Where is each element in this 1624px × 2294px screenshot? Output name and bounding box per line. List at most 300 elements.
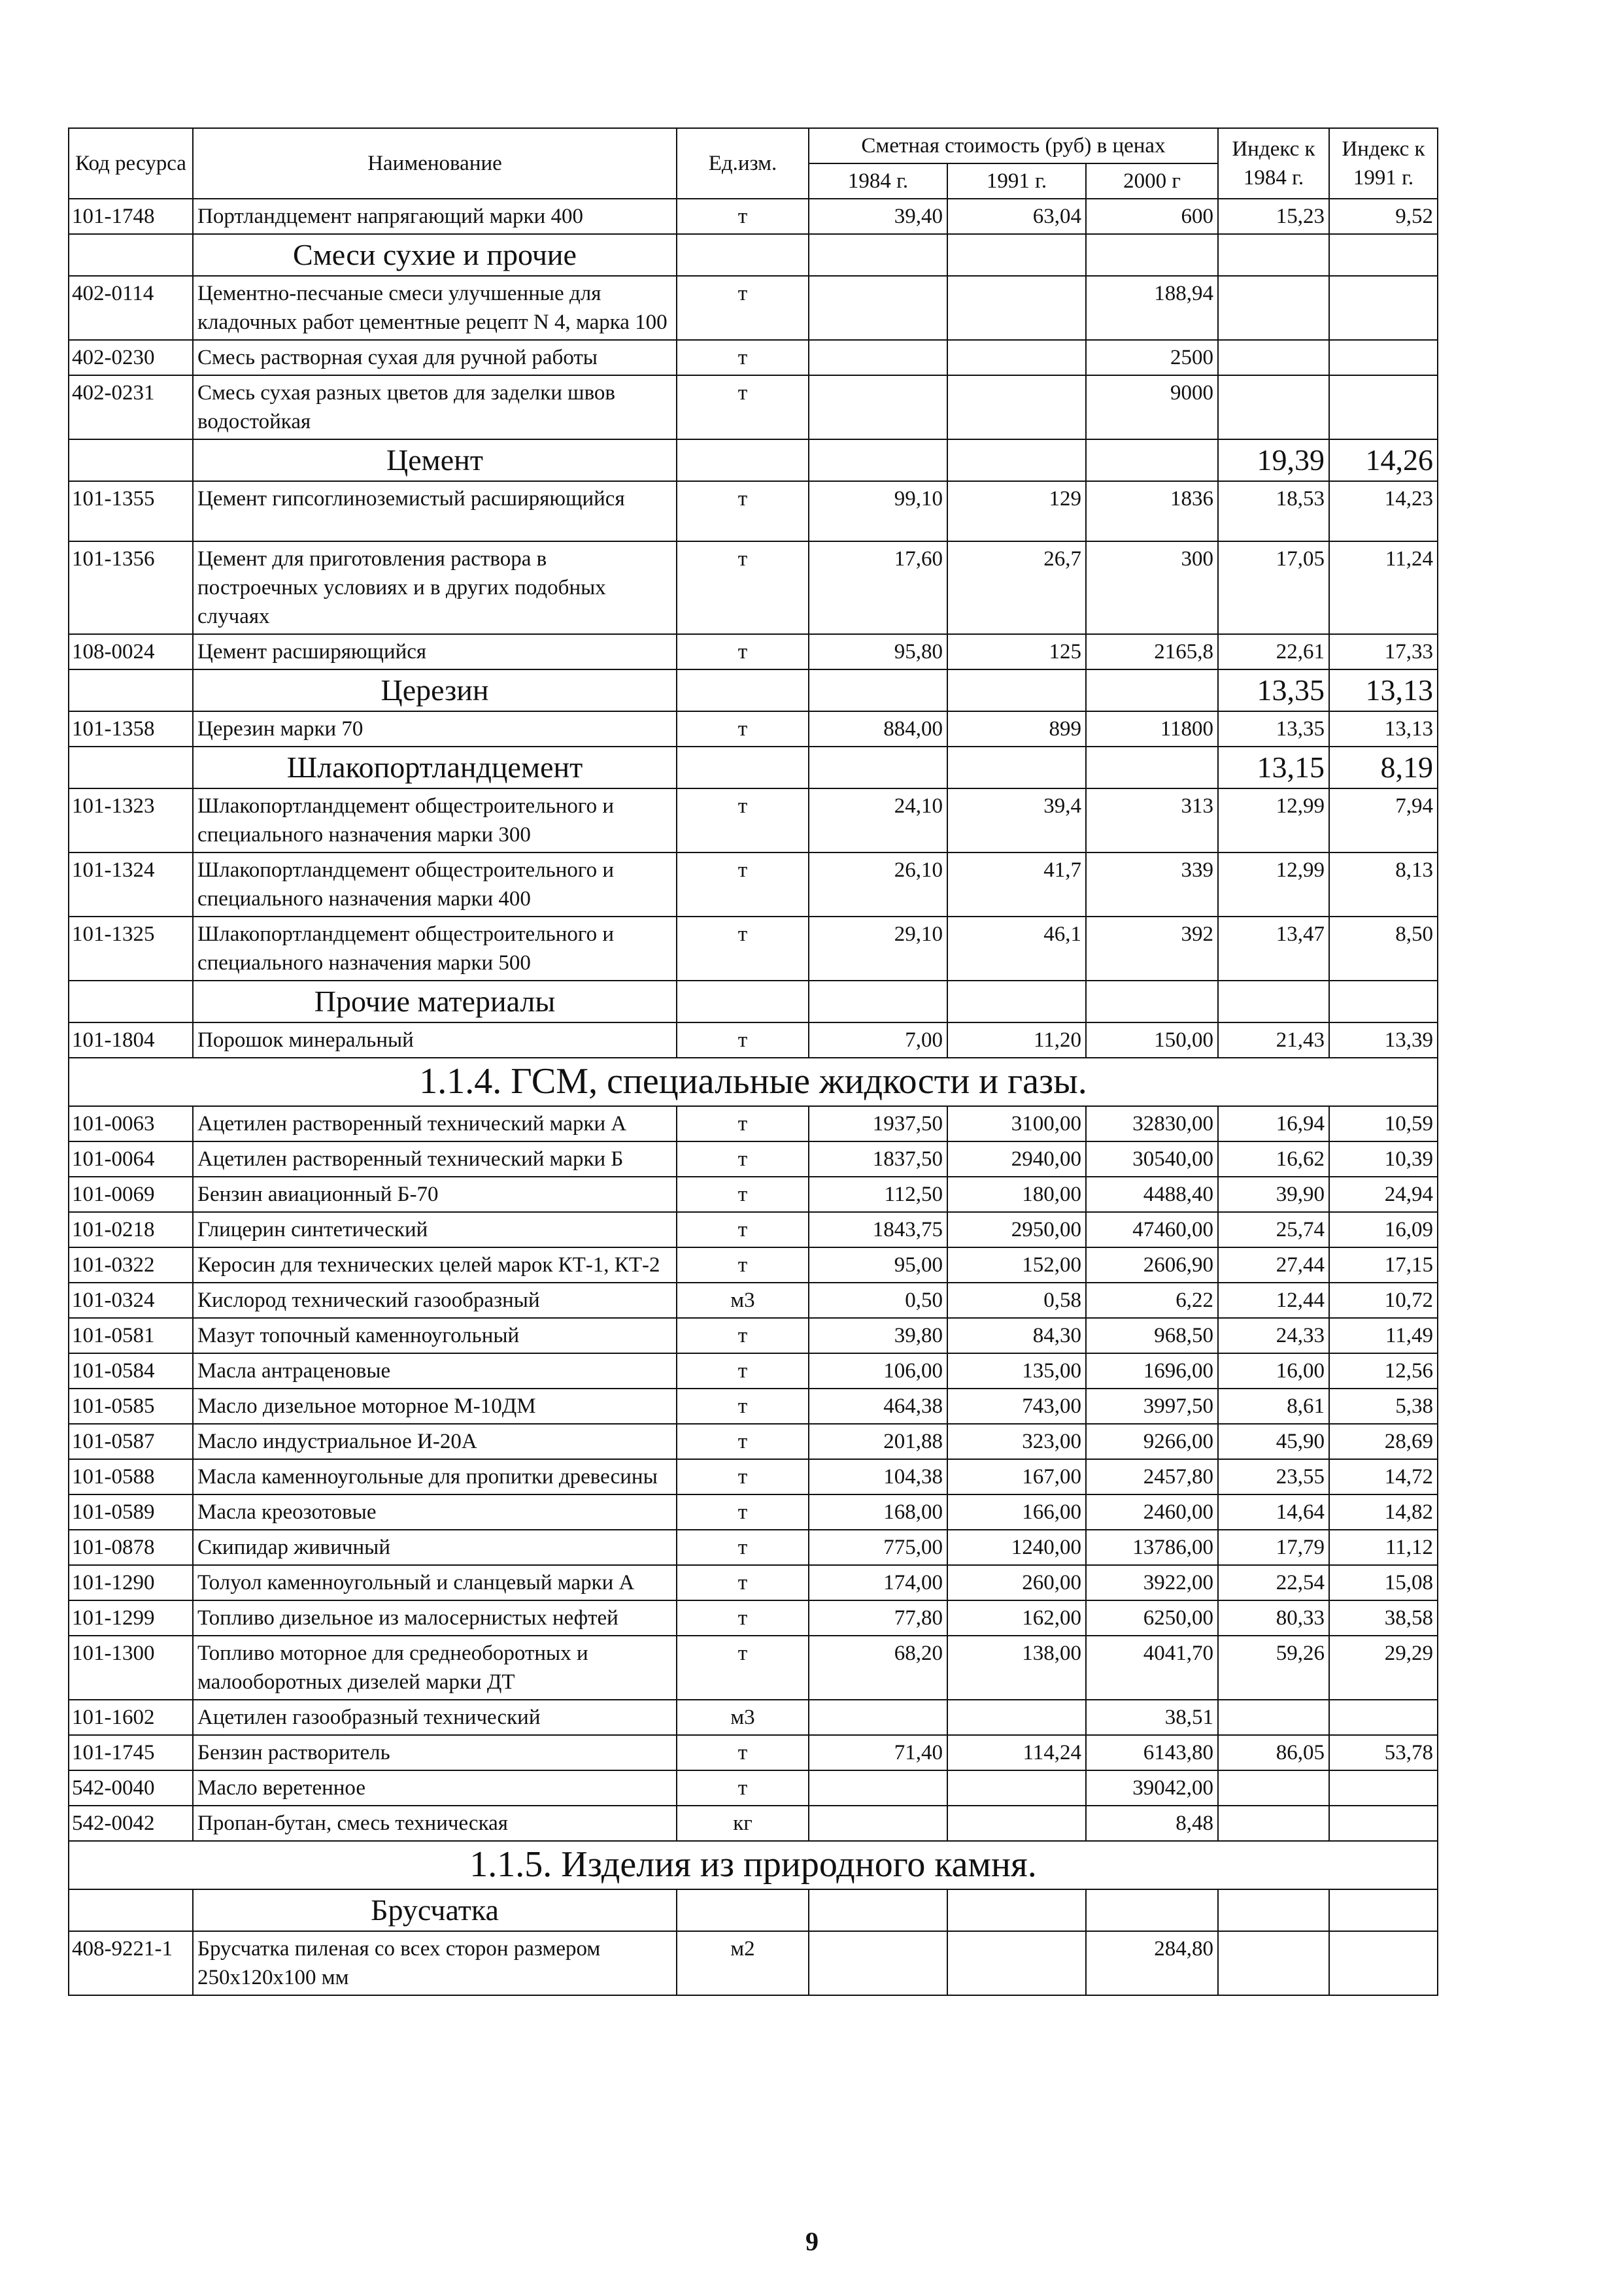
cost-1991	[947, 1931, 1086, 1995]
table-row	[69, 1494, 1438, 1530]
cost-1991: 2950,00	[947, 1212, 1086, 1247]
table-row	[69, 481, 1438, 541]
cost-1984	[809, 340, 947, 375]
unit-cell: т	[677, 711, 809, 747]
index-1984: 80,33	[1218, 1600, 1329, 1636]
section-cost-empty	[809, 439, 947, 481]
unit-cell: т	[677, 375, 809, 439]
cost-1984: 464,38	[809, 1389, 947, 1424]
cost-1984: 39,40	[809, 199, 947, 234]
unit-cell: т	[677, 276, 809, 340]
unit-cell: т	[677, 1530, 809, 1565]
resource-name: Церезин марки 70	[193, 711, 677, 747]
section-unit-empty	[677, 439, 809, 481]
index-1984: 45,90	[1218, 1424, 1329, 1459]
section-index-1984	[1218, 1889, 1329, 1931]
index-1991: 28,69	[1329, 1424, 1438, 1459]
header-index-1984: Индекс к 1984 г.	[1218, 128, 1329, 199]
resource-code: 101-0324	[69, 1283, 193, 1318]
cost-1984: 29,10	[809, 917, 947, 981]
index-1984: 23,55	[1218, 1459, 1329, 1494]
resource-code: 542-0040	[69, 1770, 193, 1806]
resource-code: 101-1804	[69, 1022, 193, 1058]
cost-1991: 152,00	[947, 1247, 1086, 1283]
index-1984: 16,00	[1218, 1353, 1329, 1389]
index-1984: 22,54	[1218, 1565, 1329, 1600]
index-1991	[1329, 375, 1438, 439]
index-1984: 39,90	[1218, 1177, 1329, 1212]
cost-1984: 77,80	[809, 1600, 947, 1636]
index-1984	[1218, 1931, 1329, 1995]
section-cost-empty	[809, 669, 947, 711]
cost-1984: 7,00	[809, 1022, 947, 1058]
index-1991: 5,38	[1329, 1389, 1438, 1424]
unit-cell: т	[677, 481, 809, 541]
unit-cell: т	[677, 1353, 809, 1389]
section-code-empty	[69, 439, 193, 481]
index-1991: 15,08	[1329, 1565, 1438, 1600]
unit-cell: т	[677, 634, 809, 669]
resource-code: 101-0588	[69, 1459, 193, 1494]
resource-name: Бензин авиационный Б-70	[193, 1177, 677, 1212]
section-index-1984	[1218, 981, 1329, 1022]
section-row	[69, 234, 1438, 276]
unit-cell: м3	[677, 1700, 809, 1735]
resource-name: Бензин растворитель	[193, 1735, 677, 1770]
index-1984: 12,44	[1218, 1283, 1329, 1318]
unit-cell: т	[677, 1106, 809, 1141]
table-header	[69, 128, 1438, 199]
section-title: Смеси сухие и прочие	[193, 234, 677, 276]
cost-1991: 743,00	[947, 1389, 1086, 1424]
table-row	[69, 1022, 1438, 1058]
index-1984	[1218, 340, 1329, 375]
resource-code: 101-1745	[69, 1735, 193, 1770]
cost-1991: 135,00	[947, 1353, 1086, 1389]
index-1984: 86,05	[1218, 1735, 1329, 1770]
table-row	[69, 1770, 1438, 1806]
index-1991: 16,09	[1329, 1212, 1438, 1247]
resource-code: 101-0069	[69, 1177, 193, 1212]
table-row	[69, 1212, 1438, 1247]
resource-name: Ацетилен растворенный технический марки Б	[193, 1141, 677, 1177]
index-1991: 10,39	[1329, 1141, 1438, 1177]
unit-cell: т	[677, 1600, 809, 1636]
resource-name: Смесь растворная сухая для ручной работы	[193, 340, 677, 375]
cost-1984: 71,40	[809, 1735, 947, 1770]
page-number: 9	[805, 2227, 819, 2256]
unit-cell: м3	[677, 1283, 809, 1318]
cost-1984: 168,00	[809, 1494, 947, 1530]
table-row	[69, 788, 1438, 852]
index-1991: 13,13	[1329, 711, 1438, 747]
resource-name: Смесь сухая разных цветов для заделки швов водостойкая	[193, 375, 677, 439]
cost-1984: 24,10	[809, 788, 947, 852]
unit-cell: т	[677, 1459, 809, 1494]
unit-cell: т	[677, 1318, 809, 1353]
resource-name: Цементно-песчаные смеси улучшенные для кладочных работ цементные рецепт N 4, марка 100	[193, 276, 677, 340]
resource-name: Шлакопортландцемент общестроительного и специального назначения марки 400	[193, 852, 677, 917]
index-1991: 8,50	[1329, 917, 1438, 981]
unit-cell: т	[677, 199, 809, 234]
unit-cell: т	[677, 1247, 809, 1283]
chapter-row	[69, 1841, 1438, 1889]
header-cost-2000: 2000 г	[1086, 163, 1218, 199]
resource-name: Масла каменноугольные для пропитки древесины	[193, 1459, 677, 1494]
resource-code: 101-1358	[69, 711, 193, 747]
table-row	[69, 1600, 1438, 1636]
resource-code: 101-1299	[69, 1600, 193, 1636]
section-code-empty	[69, 981, 193, 1022]
cost-2000: 6250,00	[1086, 1600, 1218, 1636]
index-1984	[1218, 375, 1329, 439]
cost-1991: 2940,00	[947, 1141, 1086, 1177]
resource-code: 101-0064	[69, 1141, 193, 1177]
index-1984: 25,74	[1218, 1212, 1329, 1247]
header-cost-1984: 1984 г.	[809, 163, 947, 199]
section-index-1991: 13,13	[1329, 669, 1438, 711]
cost-2000: 2457,80	[1086, 1459, 1218, 1494]
cost-1984	[809, 276, 947, 340]
index-1984: 18,53	[1218, 481, 1329, 541]
index-1984: 12,99	[1218, 788, 1329, 852]
cost-2000: 3997,50	[1086, 1389, 1218, 1424]
cost-2000: 6143,80	[1086, 1735, 1218, 1770]
resource-name: Ацетилен растворенный технический марки А	[193, 1106, 677, 1141]
cost-1984	[809, 1700, 947, 1735]
cost-1984: 104,38	[809, 1459, 947, 1494]
index-1991: 29,29	[1329, 1636, 1438, 1700]
resource-name: Глицерин синтетический	[193, 1212, 677, 1247]
section-index-1991	[1329, 234, 1438, 276]
section-cost-empty	[1086, 981, 1218, 1022]
cost-1991: 260,00	[947, 1565, 1086, 1600]
section-title: Шлакопортландцемент	[193, 747, 677, 788]
index-1991: 10,72	[1329, 1283, 1438, 1318]
table-row	[69, 541, 1438, 634]
unit-cell: т	[677, 1424, 809, 1459]
section-code-empty	[69, 669, 193, 711]
cost-1984: 99,10	[809, 481, 947, 541]
section-code-empty	[69, 1889, 193, 1931]
cost-1984: 201,88	[809, 1424, 947, 1459]
index-1984: 14,64	[1218, 1494, 1329, 1530]
unit-cell: т	[677, 1177, 809, 1212]
section-index-1991: 14,26	[1329, 439, 1438, 481]
resource-code: 101-0878	[69, 1530, 193, 1565]
cost-2000: 600	[1086, 199, 1218, 234]
cost-1991: 129	[947, 481, 1086, 541]
section-index-1984: 19,39	[1218, 439, 1329, 481]
section-unit-empty	[677, 234, 809, 276]
table-row	[69, 1806, 1438, 1841]
cost-1991	[947, 1806, 1086, 1841]
cost-2000: 392	[1086, 917, 1218, 981]
section-unit-empty	[677, 669, 809, 711]
cost-2000: 6,22	[1086, 1283, 1218, 1318]
section-cost-empty	[947, 669, 1086, 711]
resource-code: 101-1324	[69, 852, 193, 917]
resource-code: 101-1290	[69, 1565, 193, 1600]
cost-1984: 112,50	[809, 1177, 947, 1212]
cost-1984: 1937,50	[809, 1106, 947, 1141]
cost-2000: 339	[1086, 852, 1218, 917]
cost-1984: 68,20	[809, 1636, 947, 1700]
resource-name: Портландцемент напрягающий марки 400	[193, 199, 677, 234]
resource-name: Масла антраценовые	[193, 1353, 677, 1389]
index-1991	[1329, 1806, 1438, 1841]
cost-1984: 775,00	[809, 1530, 947, 1565]
index-1984: 21,43	[1218, 1022, 1329, 1058]
index-1984: 16,62	[1218, 1141, 1329, 1177]
index-1991: 14,82	[1329, 1494, 1438, 1530]
resource-name: Шлакопортландцемент общестроительного и специального назначения марки 300	[193, 788, 677, 852]
resource-name: Масло веретенное	[193, 1770, 677, 1806]
index-1991: 14,23	[1329, 481, 1438, 541]
cost-2000: 1836	[1086, 481, 1218, 541]
cost-2000: 9000	[1086, 375, 1218, 439]
resource-name: Мазут топочный каменноугольный	[193, 1318, 677, 1353]
chapter-title: 1.1.5. Изделия из природного камня.	[69, 1841, 1438, 1889]
cost-1984: 174,00	[809, 1565, 947, 1600]
resource-code: 402-0114	[69, 276, 193, 340]
section-cost-empty	[947, 439, 1086, 481]
table-row	[69, 1424, 1438, 1459]
index-1984: 22,61	[1218, 634, 1329, 669]
resource-code: 101-0589	[69, 1494, 193, 1530]
table-row	[69, 1700, 1438, 1735]
table-row	[69, 1353, 1438, 1389]
cost-1991: 162,00	[947, 1600, 1086, 1636]
cost-2000: 8,48	[1086, 1806, 1218, 1841]
resource-name: Брусчатка пиленая со всех сторон размером 250х120х100 мм	[193, 1931, 677, 1995]
index-1984: 27,44	[1218, 1247, 1329, 1283]
cost-2000: 38,51	[1086, 1700, 1218, 1735]
cost-1991: 26,7	[947, 541, 1086, 634]
section-row	[69, 981, 1438, 1022]
table-row	[69, 852, 1438, 917]
resource-name: Топливо моторное для среднеоборотных и малооборотных дизелей марки ДТ	[193, 1636, 677, 1700]
unit-cell: т	[677, 1494, 809, 1530]
price-table	[68, 127, 1438, 1996]
unit-cell: т	[677, 340, 809, 375]
cost-1984: 95,80	[809, 634, 947, 669]
section-unit-empty	[677, 747, 809, 788]
resource-code: 101-1325	[69, 917, 193, 981]
unit-cell: кг	[677, 1806, 809, 1841]
cost-1991: 323,00	[947, 1424, 1086, 1459]
index-1991: 9,52	[1329, 199, 1438, 234]
cost-1991	[947, 1700, 1086, 1735]
resource-code: 101-1355	[69, 481, 193, 541]
section-title: Брусчатка	[193, 1889, 677, 1931]
cost-2000: 284,80	[1086, 1931, 1218, 1995]
index-1991	[1329, 1931, 1438, 1995]
cost-1984	[809, 1931, 947, 1995]
resource-code: 101-0063	[69, 1106, 193, 1141]
section-cost-empty	[1086, 747, 1218, 788]
index-1984: 8,61	[1218, 1389, 1329, 1424]
index-1991	[1329, 1770, 1438, 1806]
section-code-empty	[69, 747, 193, 788]
cost-1991	[947, 276, 1086, 340]
section-cost-empty	[809, 234, 947, 276]
unit-cell: т	[677, 1770, 809, 1806]
cost-2000: 13786,00	[1086, 1530, 1218, 1565]
cost-2000: 47460,00	[1086, 1212, 1218, 1247]
section-cost-empty	[809, 1889, 947, 1931]
section-unit-empty	[677, 981, 809, 1022]
cost-1984: 17,60	[809, 541, 947, 634]
resource-name: Керосин для технических целей марок КТ-1, КТ-2	[193, 1247, 677, 1283]
resource-code: 402-0231	[69, 375, 193, 439]
chapter-row	[69, 1058, 1438, 1106]
cost-2000: 313	[1086, 788, 1218, 852]
section-cost-empty	[947, 981, 1086, 1022]
index-1984: 59,26	[1218, 1636, 1329, 1700]
section-index-1984: 13,35	[1218, 669, 1329, 711]
resource-code: 108-0024	[69, 634, 193, 669]
index-1984: 17,79	[1218, 1530, 1329, 1565]
table-row	[69, 1247, 1438, 1283]
unit-cell: т	[677, 1735, 809, 1770]
cost-1984: 26,10	[809, 852, 947, 917]
resource-code: 101-0584	[69, 1353, 193, 1389]
table-row	[69, 340, 1438, 375]
index-1991: 7,94	[1329, 788, 1438, 852]
index-1991	[1329, 340, 1438, 375]
resource-code: 101-0218	[69, 1212, 193, 1247]
table-row	[69, 1106, 1438, 1141]
cost-2000: 2165,8	[1086, 634, 1218, 669]
table-row	[69, 1735, 1438, 1770]
resource-name: Шлакопортландцемент общестроительного и специального назначения марки 500	[193, 917, 677, 981]
unit-cell: т	[677, 852, 809, 917]
cost-2000: 2606,90	[1086, 1247, 1218, 1283]
section-cost-empty	[1086, 439, 1218, 481]
cost-1984	[809, 1806, 947, 1841]
resource-code: 101-0587	[69, 1424, 193, 1459]
cost-1984: 0,50	[809, 1283, 947, 1318]
table-body	[69, 199, 1438, 1995]
header-index-1991: Индекс к 1991 г.	[1329, 128, 1438, 199]
resource-code: 542-0042	[69, 1806, 193, 1841]
resource-code: 101-1356	[69, 541, 193, 634]
unit-cell: т	[677, 541, 809, 634]
section-index-1984	[1218, 234, 1329, 276]
table-row	[69, 1636, 1438, 1700]
cost-1984: 1837,50	[809, 1141, 947, 1177]
unit-cell: т	[677, 917, 809, 981]
index-1991: 11,12	[1329, 1530, 1438, 1565]
chapter-title: 1.1.4. ГСМ, специальные жидкости и газы.	[69, 1058, 1438, 1106]
table-row	[69, 276, 1438, 340]
resource-code: 101-1323	[69, 788, 193, 852]
section-cost-empty	[947, 234, 1086, 276]
cost-2000: 9266,00	[1086, 1424, 1218, 1459]
index-1991: 14,72	[1329, 1459, 1438, 1494]
index-1991: 53,78	[1329, 1735, 1438, 1770]
index-1991: 24,94	[1329, 1177, 1438, 1212]
resource-name: Пропан-бутан, смесь техническая	[193, 1806, 677, 1841]
section-index-1984: 13,15	[1218, 747, 1329, 788]
index-1984: 15,23	[1218, 199, 1329, 234]
table-row	[69, 634, 1438, 669]
cost-2000: 11800	[1086, 711, 1218, 747]
index-1984: 12,99	[1218, 852, 1329, 917]
index-1984	[1218, 276, 1329, 340]
index-1984	[1218, 1700, 1329, 1735]
resource-code: 408-9221-1	[69, 1931, 193, 1995]
section-cost-empty	[1086, 1889, 1218, 1931]
resource-name: Скипидар живичный	[193, 1530, 677, 1565]
resource-name: Ацетилен газообразный технический	[193, 1700, 677, 1735]
resource-name: Масло дизельное моторное М-10ДМ	[193, 1389, 677, 1424]
section-row	[69, 439, 1438, 481]
cost-1984: 1843,75	[809, 1212, 947, 1247]
cost-1991: 899	[947, 711, 1086, 747]
cost-2000: 188,94	[1086, 276, 1218, 340]
resource-name: Цемент расширяющийся	[193, 634, 677, 669]
header-cost-group: Сметная стоимость (руб) в ценах	[809, 128, 1218, 163]
cost-1991	[947, 1770, 1086, 1806]
resource-code: 101-0581	[69, 1318, 193, 1353]
cost-1984: 106,00	[809, 1353, 947, 1389]
section-cost-empty	[1086, 234, 1218, 276]
unit-cell: т	[677, 1212, 809, 1247]
section-title: Церезин	[193, 669, 677, 711]
cost-2000: 1696,00	[1086, 1353, 1218, 1389]
resource-code: 101-0585	[69, 1389, 193, 1424]
cost-1984: 39,80	[809, 1318, 947, 1353]
index-1991: 17,33	[1329, 634, 1438, 669]
table-row	[69, 711, 1438, 747]
cost-1984	[809, 375, 947, 439]
cost-2000: 4488,40	[1086, 1177, 1218, 1212]
index-1991: 13,39	[1329, 1022, 1438, 1058]
resource-code: 101-1300	[69, 1636, 193, 1700]
section-unit-empty	[677, 1889, 809, 1931]
table-row	[69, 199, 1438, 234]
unit-cell: т	[677, 1389, 809, 1424]
cost-2000: 30540,00	[1086, 1141, 1218, 1177]
cost-2000: 39042,00	[1086, 1770, 1218, 1806]
cost-1991: 114,24	[947, 1735, 1086, 1770]
section-index-1991: 8,19	[1329, 747, 1438, 788]
section-title: Прочие материалы	[193, 981, 677, 1022]
section-cost-empty	[947, 1889, 1086, 1931]
resource-name: Цемент гипсоглиноземистый расширяющийся	[193, 481, 677, 541]
table-row	[69, 1141, 1438, 1177]
unit-cell: т	[677, 1141, 809, 1177]
cost-1991	[947, 340, 1086, 375]
table-row	[69, 375, 1438, 439]
resource-name: Кислород технический газообразный	[193, 1283, 677, 1318]
resource-name: Масло индустриальное И-20А	[193, 1424, 677, 1459]
unit-cell: т	[677, 1636, 809, 1700]
cost-1991: 166,00	[947, 1494, 1086, 1530]
cost-1991: 3100,00	[947, 1106, 1086, 1141]
cost-1991: 167,00	[947, 1459, 1086, 1494]
price-sheet	[68, 127, 1437, 1996]
resource-name: Масла креозотовые	[193, 1494, 677, 1530]
index-1984: 13,35	[1218, 711, 1329, 747]
cost-1984: 95,00	[809, 1247, 947, 1283]
table-row	[69, 1565, 1438, 1600]
index-1991: 17,15	[1329, 1247, 1438, 1283]
cost-1991: 0,58	[947, 1283, 1086, 1318]
index-1984	[1218, 1770, 1329, 1806]
